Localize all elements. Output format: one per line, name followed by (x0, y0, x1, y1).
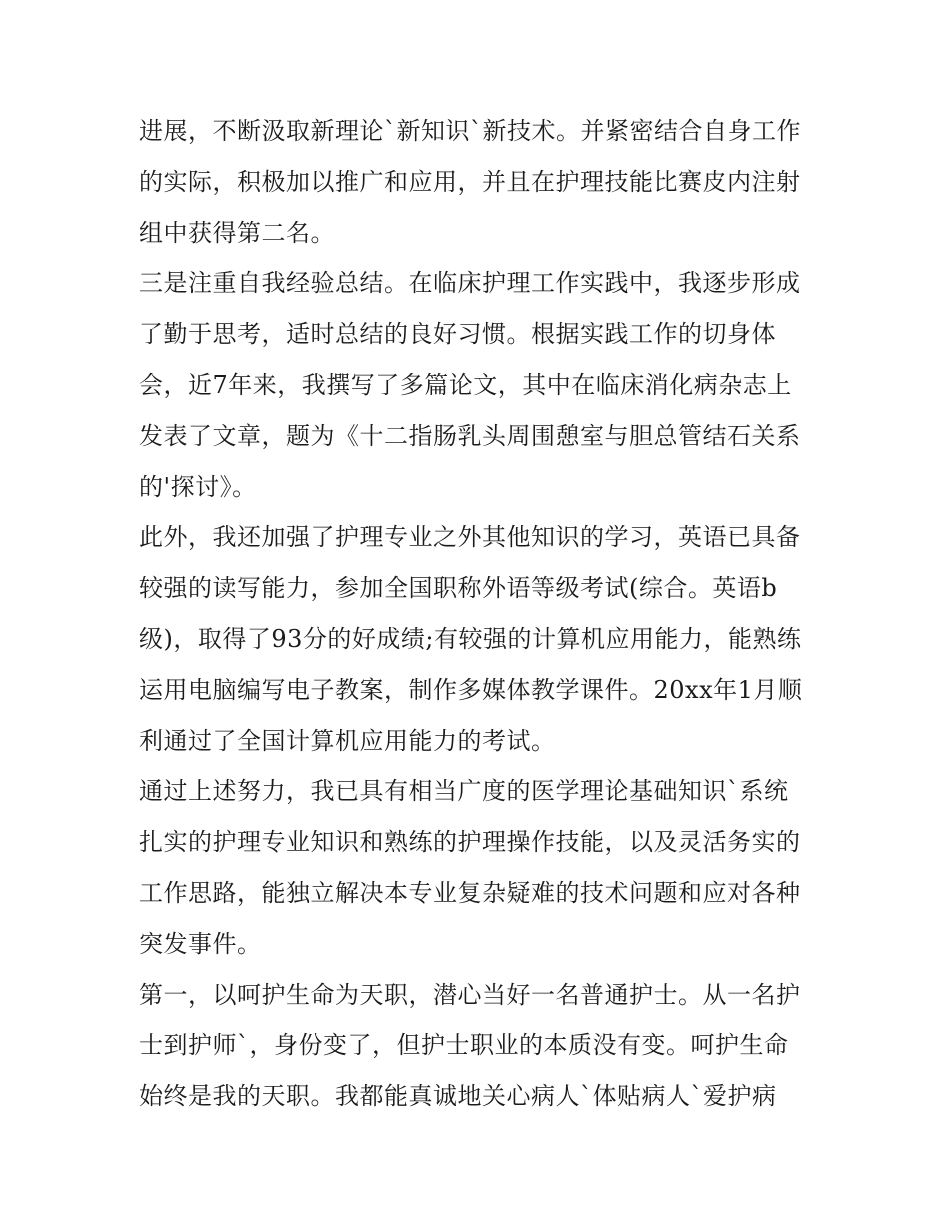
document-body (139, 106, 819, 1122)
text-line: 组中获得第二名。 (139, 218, 335, 247)
text-line: 扎实的护理专业知识和熟练的护理操作技能，以及灵活务实的 (139, 828, 801, 857)
text-line: 了勤于思考，适时总结的良好习惯。根据实践工作的切身体 (139, 320, 776, 349)
text-line: 发表了文章，题为《十二指肠乳头周围憩室与胆总管结石关系 (139, 421, 801, 450)
text-line: 的实际，积极加以推广和应用，并且在护理技能比赛皮内注射 (139, 167, 801, 196)
text-line: 士到护师`，身份变了，但护士职业的本质没有变。呵护生命 (139, 1031, 789, 1060)
text-line: 级)，取得了93分的好成绩;有较强的计算机应用能力，能熟练 (139, 624, 802, 653)
text-line: 突发事件。 (139, 929, 262, 958)
text-line: 进展，不断汲取新理论`新知识`新技术。并紧密结合自身工作 (139, 117, 801, 145)
text-line: 三是注重自我经验总结。在临床护理工作实践中，我逐步形成 (139, 269, 801, 298)
text-line: 工作思路，能独立解决本专业复杂疑难的技术问题和应对各种 (139, 878, 801, 907)
text-line: 运用电脑编写电子教案，制作多媒体教学课件。20xx年1月顺 (139, 675, 803, 704)
text-line: 会，近7年来，我撰写了多篇论文，其中在临床消化病杂志上 (139, 370, 792, 399)
text-line: 利通过了全国计算机应用能力的考试。 (139, 726, 556, 755)
text-line: 第一，以呵护生命为天职，潜心当好一名普通护士。从一名护 (139, 980, 801, 1009)
text-line: 的'探讨》。 (139, 472, 257, 501)
text-line: 此外，我还加强了护理专业之外其他知识的学习，英语已具备 (139, 523, 801, 552)
text-line: 始终是我的天职。我都能真诚地关心病人`体贴病人`爱护病 (139, 1082, 777, 1111)
text-line: 较强的读写能力，参加全国职称外语等级考试(综合。英语b (139, 574, 778, 603)
text-line: 通过上述努力，我已具有相当广度的医学理论基础知识`系统 (139, 777, 789, 806)
